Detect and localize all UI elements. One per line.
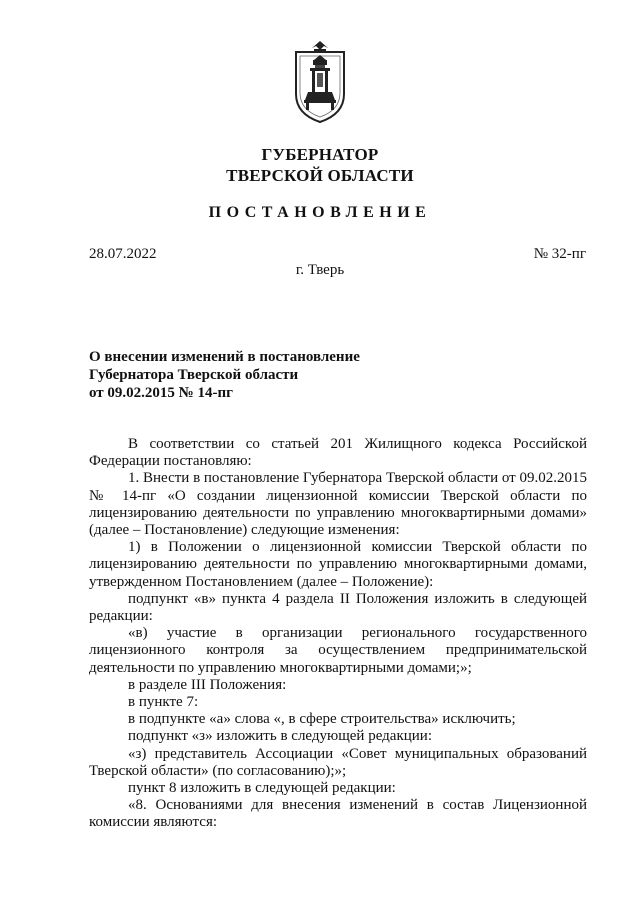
body-paragraph: в пункте 7:: [128, 694, 199, 711]
issuer-title: ГУБЕРНАТОР: [261, 145, 379, 164]
body-paragraph: «з) представитель Ассоциации «Совет муниципальных образований Тверской области» (по согласованию);»;: [89, 745, 587, 779]
body-paragraph: «8. Основаниями для внесения изменений в состав Лицензионной комиссии являются:: [89, 797, 587, 831]
document-date: 28.07.2022: [89, 246, 157, 262]
document-city: г. Тверь: [295, 262, 345, 278]
body-paragraph: в подпункте «а» слова «, в сфере строительства» исключить;: [128, 711, 516, 728]
document-type: ПОСТАНОВЛЕНИЕ: [208, 204, 432, 221]
subject-line: О внесении изменений в постановление: [89, 349, 360, 365]
document-number: № 32-пг: [533, 246, 586, 262]
issuer-region: ТВЕРСКОЙ ОБЛАСТИ: [226, 166, 414, 185]
subject-line: Губернатора Тверской области: [89, 367, 299, 383]
body-paragraph: подпункт «в» пункта 4 раздела II Положения изложить в следующей редакции:: [89, 590, 587, 625]
document-body: [89, 436, 587, 832]
document-subject: [89, 348, 419, 402]
body-paragraph: «в) участие в организации регионального государственного лицензионного контроля за осуществлением предпринимательской деятельности по управлению многоквартирными домами;»;: [89, 625, 587, 676]
subject-line: от 09.02.2015 № 14-пг: [89, 385, 233, 401]
body-paragraph: В соответствии со статьей 201 Жилищного кодекса Российской Федерации постановляю:: [89, 436, 587, 470]
body-paragraph: 1) в Положении о лицензионной комиссии Тверской области по лицензированию деятельности по управлению многоквартирными домами, утвержденном Постановлением (далее – Положение):: [89, 539, 587, 590]
tver-coat-of-arms-icon: [290, 40, 350, 124]
body-paragraph: в разделе III Положения:: [128, 676, 287, 693]
body-paragraph: пункт 8 изложить в следующей редакции:: [128, 780, 396, 797]
body-paragraph: 1. Внести в постановление Губернатора Тверской области от 09.02.2015 № 14-пг «О создании лицензионной комиссии Тверской области по лицензированию деятельности по управлению многоквартирными домами» (далее – Постановление) следующие изменения:: [89, 470, 587, 539]
body-paragraph: подпункт «з» изложить в следующей редакции:: [128, 728, 432, 745]
